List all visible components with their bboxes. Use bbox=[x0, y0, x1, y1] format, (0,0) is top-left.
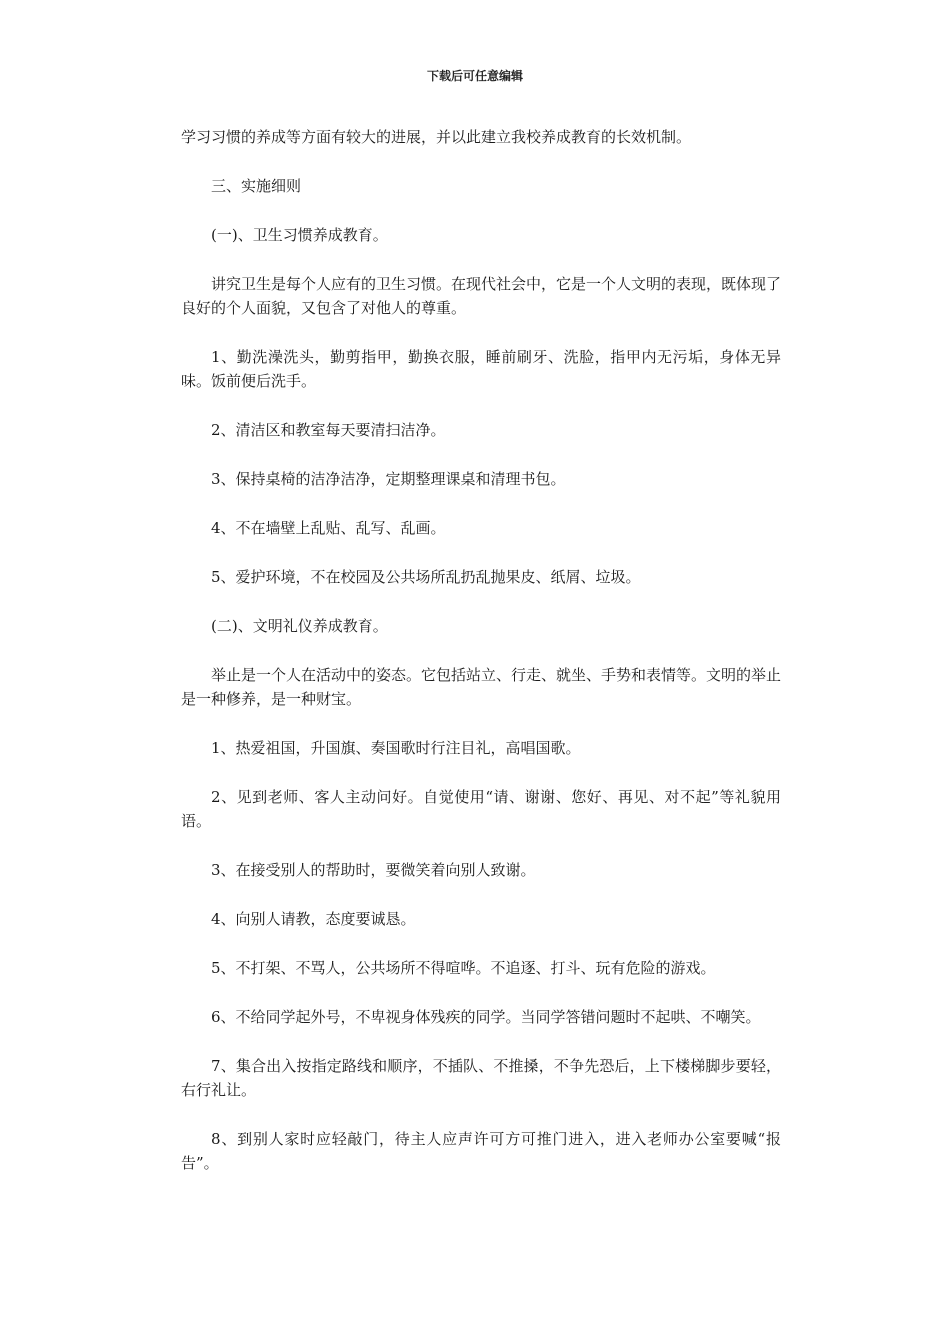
list-item-etiquette-1: 1、热爱祖国，升国旗、奏国歌时行注目礼，高唱国歌。 bbox=[211, 739, 581, 757]
list-item-etiquette-2: 2、见到老师、客人主动问好。自觉使用“请、谢谢、您好、再见、对不起”等礼貌用语。 bbox=[181, 788, 781, 830]
subsection-heading-hygiene: (一)、卫生习惯养成教育。 bbox=[211, 226, 388, 244]
list-item-etiquette-5: 5、不打架、不骂人，公共场所不得喧哗。不追逐、打斗、玩有危险的游戏。 bbox=[211, 959, 716, 977]
list-item-hygiene-3: 3、保持桌椅的洁净洁净，定期整理课桌和清理书包。 bbox=[211, 470, 566, 488]
subsection-heading-etiquette: (二)、文明礼仪养成教育。 bbox=[211, 617, 388, 635]
list-item-hygiene-5: 5、爱护环境，不在校园及公共场所乱扔乱抛果皮、纸屑、垃圾。 bbox=[211, 568, 641, 586]
list-item-etiquette-7: 7、集合出入按指定路线和顺序，不插队、不推搡，不争先恐后，上下楼梯脚步要轻，右行礼让。 bbox=[181, 1057, 781, 1099]
list-item-hygiene-2: 2、清洁区和教室每天要清扫洁净。 bbox=[211, 421, 446, 439]
paragraph-hygiene-intro: 讲究卫生是每个人应有的卫生习惯。在现代社会中，它是一个人文明的表现，既体现了良好的个人面貌，又包含了对他人的尊重。 bbox=[181, 275, 782, 317]
document-body bbox=[181, 125, 781, 1200]
page-header-note: 下载后可任意编辑 bbox=[426, 69, 523, 83]
paragraph-etiquette-intro: 举止是一个人在活动中的姿态。它包括站立、行走、就坐、手势和表情等。文明的举止是一种修养，是一种财宝。 bbox=[181, 666, 782, 708]
paragraph-continuation: 学习习惯的养成等方面有较大的进展，并以此建立我校养成教育的长效机制。 bbox=[181, 128, 692, 146]
list-item-hygiene-1: 1、勤洗澡洗头，勤剪指甲，勤换衣服，睡前刷牙、洗脸，指甲内无污垢，身体无异味。饭前便后洗手。 bbox=[181, 348, 781, 390]
list-item-etiquette-3: 3、在接受别人的帮助时，要微笑着向别人致谢。 bbox=[211, 861, 536, 879]
section-heading-implementation: 三、实施细则 bbox=[211, 177, 302, 195]
list-item-etiquette-4: 4、向别人请教，态度要诚恳。 bbox=[211, 910, 416, 928]
list-item-etiquette-6: 6、不给同学起外号，不卑视身体残疾的同学。当同学答错问题时不起哄、不嘲笑。 bbox=[211, 1008, 761, 1026]
list-item-etiquette-8: 8、到别人家时应轻敲门，待主人应声许可方可推门进入，进入老师办公室要喊“报告”。 bbox=[181, 1130, 781, 1172]
list-item-hygiene-4: 4、不在墙壁上乱贴、乱写、乱画。 bbox=[211, 519, 446, 537]
